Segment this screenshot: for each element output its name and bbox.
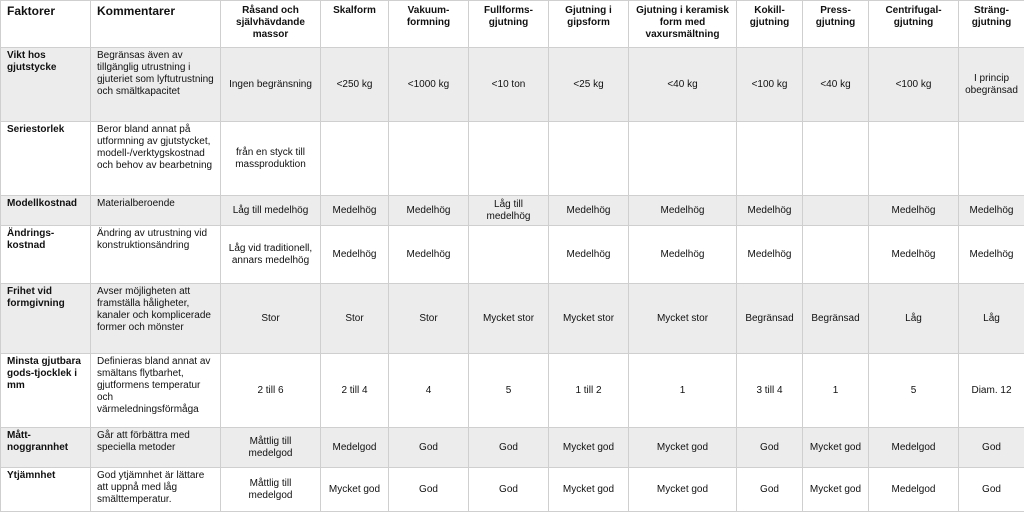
value-cell xyxy=(803,196,869,226)
value-cell xyxy=(803,122,869,196)
value-cell: Medelhög xyxy=(959,226,1024,284)
value-cell: Mycket god xyxy=(629,468,737,512)
value-cell xyxy=(629,122,737,196)
table-row xyxy=(1,428,1024,468)
header-cell: Fullforms-gjutning xyxy=(469,1,549,48)
value-cell: Måttlig till medelgod xyxy=(221,428,321,468)
value-cell: Låg vid traditionell, annars medelhög xyxy=(221,226,321,284)
value-cell: Medelhög xyxy=(737,196,803,226)
comment-cell: Beror bland annat på utformning av gjutstycket, modell-/verktygskostnad och behov av bearbetning xyxy=(91,122,221,196)
factor-cell: Modellkostnad xyxy=(1,196,91,226)
comment-cell: Definieras bland annat av smältans flytbarhet, gjutformens temperatur och värmeledningsförmåga xyxy=(91,354,221,428)
value-cell: Mycket god xyxy=(803,428,869,468)
factor-cell: Mått-noggrannhet xyxy=(1,428,91,468)
value-cell: 4 xyxy=(389,354,469,428)
value-cell: Ingen begränsning xyxy=(221,48,321,122)
value-cell xyxy=(737,122,803,196)
value-cell: <40 kg xyxy=(629,48,737,122)
value-cell: Medelhög xyxy=(389,226,469,284)
value-cell: <1000 kg xyxy=(389,48,469,122)
value-cell: Medelhög xyxy=(629,196,737,226)
value-cell: från en styck till massproduktion xyxy=(221,122,321,196)
header-cell: Råsand och självhävdande massor xyxy=(221,1,321,48)
comment-cell: Avser möjligheten att framställa håligheter, kanaler och komplicerade former och mönster xyxy=(91,284,221,354)
comment-cell: Ändring av utrustning vid konstruktionsändring xyxy=(91,226,221,284)
value-cell: Låg xyxy=(959,284,1024,354)
value-cell: Mycket stor xyxy=(549,284,629,354)
factor-cell: Seriestorlek xyxy=(1,122,91,196)
header-row xyxy=(1,1,1024,48)
value-cell: 3 till 4 xyxy=(737,354,803,428)
value-cell: Mycket god xyxy=(549,428,629,468)
value-cell: Låg till medelhög xyxy=(469,196,549,226)
value-cell: Mycket stor xyxy=(469,284,549,354)
value-cell: Begränsad xyxy=(803,284,869,354)
value-cell: Mycket god xyxy=(803,468,869,512)
value-cell: Diam. 12 xyxy=(959,354,1024,428)
header-cell: Kommentarer xyxy=(91,1,221,48)
value-cell: <250 kg xyxy=(321,48,389,122)
table-row xyxy=(1,122,1024,196)
value-cell: God xyxy=(737,468,803,512)
table-row xyxy=(1,48,1024,122)
value-cell: 1 xyxy=(629,354,737,428)
value-cell: Stor xyxy=(321,284,389,354)
value-cell: I princip obegränsad xyxy=(959,48,1024,122)
header-cell: Press-gjutning xyxy=(803,1,869,48)
value-cell xyxy=(869,122,959,196)
value-cell: Medelhög xyxy=(869,226,959,284)
value-cell xyxy=(469,122,549,196)
value-cell: Begränsad xyxy=(737,284,803,354)
value-cell: Medelhög xyxy=(959,196,1024,226)
table-row xyxy=(1,196,1024,226)
factor-cell: Ändrings-kostnad xyxy=(1,226,91,284)
value-cell xyxy=(803,226,869,284)
value-cell: Medelhög xyxy=(321,226,389,284)
value-cell: Medelhög xyxy=(389,196,469,226)
value-cell: Medelgod xyxy=(869,468,959,512)
header-cell: Faktorer xyxy=(1,1,91,48)
table-row xyxy=(1,226,1024,284)
value-cell: God xyxy=(389,428,469,468)
value-cell: 1 till 2 xyxy=(549,354,629,428)
value-cell xyxy=(321,122,389,196)
value-cell: <100 kg xyxy=(869,48,959,122)
value-cell: 2 till 4 xyxy=(321,354,389,428)
value-cell: 5 xyxy=(869,354,959,428)
value-cell xyxy=(549,122,629,196)
factor-cell: Minsta gjutbara gods-tjocklek i mm xyxy=(1,354,91,428)
header-cell: Gjutning i keramisk form med vaxursmältning xyxy=(629,1,737,48)
factor-cell: Frihet vid formgivning xyxy=(1,284,91,354)
header-cell: Kokill-gjutning xyxy=(737,1,803,48)
value-cell xyxy=(959,122,1024,196)
value-cell: Medelgod xyxy=(869,428,959,468)
value-cell: God xyxy=(469,428,549,468)
comment-cell: God ytjämnhet är lättare att uppnå med låg smälttemperatur. xyxy=(91,468,221,512)
value-cell: Stor xyxy=(221,284,321,354)
table-row xyxy=(1,354,1024,428)
table-row xyxy=(1,468,1024,512)
value-cell xyxy=(389,122,469,196)
value-cell: Medelhög xyxy=(549,226,629,284)
value-cell: <10 ton xyxy=(469,48,549,122)
header-cell: Sträng-gjutning xyxy=(959,1,1024,48)
value-cell: 1 xyxy=(803,354,869,428)
value-cell: Medelhög xyxy=(629,226,737,284)
value-cell: Låg till medelhög xyxy=(221,196,321,226)
value-cell: <25 kg xyxy=(549,48,629,122)
table-row xyxy=(1,284,1024,354)
header-cell: Vakuum-formning xyxy=(389,1,469,48)
value-cell: Medelhög xyxy=(549,196,629,226)
factor-cell: Ytjämnhet xyxy=(1,468,91,512)
value-cell: Medelhög xyxy=(321,196,389,226)
value-cell: God xyxy=(737,428,803,468)
header-cell: Skalform xyxy=(321,1,389,48)
value-cell xyxy=(469,226,549,284)
value-cell: Låg xyxy=(869,284,959,354)
value-cell: Mycket stor xyxy=(629,284,737,354)
value-cell: Mycket god xyxy=(321,468,389,512)
header-cell: Centrifugal-gjutning xyxy=(869,1,959,48)
value-cell: 2 till 6 xyxy=(221,354,321,428)
value-cell: God xyxy=(959,468,1024,512)
value-cell: Mycket god xyxy=(549,468,629,512)
value-cell: God xyxy=(959,428,1024,468)
factor-cell: Vikt hos gjutstycke xyxy=(1,48,91,122)
value-cell: God xyxy=(389,468,469,512)
value-cell: God xyxy=(469,468,549,512)
value-cell: <40 kg xyxy=(803,48,869,122)
value-cell: Medelgod xyxy=(321,428,389,468)
value-cell: 5 xyxy=(469,354,549,428)
value-cell: Mycket god xyxy=(629,428,737,468)
comment-cell: Går att förbättra med speciella metoder xyxy=(91,428,221,468)
value-cell: Stor xyxy=(389,284,469,354)
header-cell: Gjutning i gipsform xyxy=(549,1,629,48)
comment-cell: Begränsas även av tillgänglig utrustning i gjuteriet som lyftutrustning och smältkapacitet xyxy=(91,48,221,122)
comment-cell: Materialberoende xyxy=(91,196,221,226)
value-cell: Medelhög xyxy=(869,196,959,226)
value-cell: Måttlig till medelgod xyxy=(221,468,321,512)
value-cell: <100 kg xyxy=(737,48,803,122)
value-cell: Medelhög xyxy=(737,226,803,284)
